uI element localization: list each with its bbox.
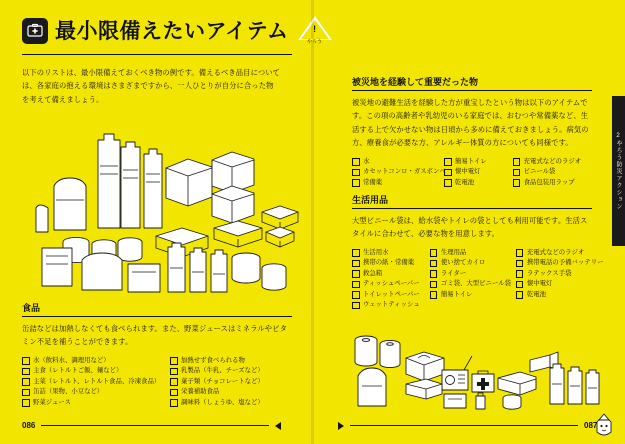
list-item-label: 生活用水 xyxy=(363,248,389,256)
important-items-column-3 xyxy=(513,158,592,187)
footer-arrow-icon xyxy=(338,422,344,430)
left-section-body: 缶詰などは加熱しなくても食べられます。また、野菜ジュースはミネラルやビタミン不足を補うことができます。 xyxy=(22,324,287,347)
checkbox[interactable] xyxy=(444,169,452,177)
left-section-food xyxy=(22,304,292,407)
checkbox[interactable] xyxy=(352,249,360,257)
list-item[interactable] xyxy=(513,179,592,187)
checkbox[interactable] xyxy=(170,389,178,397)
list-item[interactable] xyxy=(430,270,506,278)
checkbox[interactable] xyxy=(170,399,178,407)
checkbox[interactable] xyxy=(352,169,360,177)
header-divider xyxy=(22,54,292,55)
checkbox[interactable] xyxy=(170,368,178,376)
list-item-label: 栄養補助食品 xyxy=(181,388,220,396)
checkbox[interactable] xyxy=(352,158,360,166)
checkbox[interactable] xyxy=(516,249,524,257)
list-item-label: ティッシュペーパー xyxy=(363,280,420,288)
checkbox[interactable] xyxy=(516,260,524,268)
list-item-label: 簡易トイレ xyxy=(440,290,473,298)
food-checklist xyxy=(22,357,292,407)
checkbox[interactable] xyxy=(22,368,30,376)
list-item-label: ラテックス手袋 xyxy=(526,269,572,277)
left-section-underline xyxy=(22,316,292,317)
checkbox[interactable] xyxy=(430,291,438,299)
right-section2-underline xyxy=(352,208,592,209)
checkbox[interactable] xyxy=(352,291,360,299)
list-item-label: 携帯電話の予備バッテリー xyxy=(526,259,604,267)
daily-goods-column-1 xyxy=(352,249,420,310)
list-item[interactable] xyxy=(516,280,600,288)
page-header xyxy=(22,16,332,46)
right-footer xyxy=(338,421,597,430)
right-section1-underline xyxy=(352,90,592,91)
list-item[interactable] xyxy=(170,367,292,375)
checkbox[interactable] xyxy=(352,281,360,289)
checkbox[interactable] xyxy=(352,260,360,268)
list-item[interactable] xyxy=(430,249,506,257)
list-item[interactable] xyxy=(22,388,160,396)
checkbox[interactable] xyxy=(513,169,521,177)
right-section1-body: 被災地の避難生活を経験した方が重宝したという物は以下のアイテムです。この項の高齢者や乳幼児のいる家庭では、おむつや常備薬など、生活する上で欠かせない物は日頃から多めに備えておきましょう。病気の方、療養食が必要な方、アレルギー体質の方についても同様です。 xyxy=(352,98,589,148)
checkbox[interactable] xyxy=(444,158,452,166)
right-section1-title: 被災地を経験して重要だった物 xyxy=(352,77,479,87)
list-item[interactable] xyxy=(352,158,434,166)
list-item-label: 懐中電灯 xyxy=(455,168,481,176)
mark-caption: やろう xyxy=(307,39,323,45)
footer-rule xyxy=(41,425,269,426)
list-item-label: ウェットティッシュ xyxy=(363,301,420,309)
list-item-label: 乾電池 xyxy=(455,178,475,186)
list-item-label: 乾電池 xyxy=(526,290,546,298)
list-item[interactable] xyxy=(513,168,592,176)
checkbox[interactable] xyxy=(516,291,524,299)
list-item-label: 携帯の紙・常備薬 xyxy=(363,259,415,267)
footer-arrow-icon xyxy=(275,422,281,430)
list-item[interactable] xyxy=(352,301,420,309)
list-item-label: 菓子類（チョコレートなど） xyxy=(181,377,264,385)
footer-rule xyxy=(350,425,578,426)
important-items-column-1 xyxy=(352,157,446,187)
list-item[interactable] xyxy=(430,259,506,267)
left-footer xyxy=(22,421,281,430)
list-item-label: 主菜（レトルト、レトルト食品、冷凍食品） xyxy=(33,377,161,385)
important-items-checklist xyxy=(352,158,592,187)
checkbox[interactable] xyxy=(516,281,524,289)
left-intro-text: 以下のリストは、最小限備えておくべき物の例です。備えるべき品目については、各家庭の抱える環境はさまざまですから、一人ひとりが自分に合った物を考えて備えましょう。 xyxy=(22,68,281,104)
list-item[interactable] xyxy=(352,259,420,267)
right-page xyxy=(312,0,625,444)
right-section2-title: 生活用品 xyxy=(352,195,389,205)
list-item[interactable] xyxy=(444,158,503,166)
list-item-label: ビニール袋 xyxy=(523,168,556,176)
left-section-title: 食品 xyxy=(22,303,41,313)
page-number: 086 xyxy=(22,421,36,430)
list-item[interactable] xyxy=(444,179,503,187)
list-item-label: 生理用品 xyxy=(440,248,467,256)
list-item-label: 食品包装用ラップ xyxy=(523,178,575,186)
list-item[interactable] xyxy=(22,378,160,386)
list-item[interactable] xyxy=(352,280,420,288)
right-section2-body: 大型ビニール袋は、給水袋やトイレの袋としても利用可能です。生活スタイルに合わせて、必要な物を用意します。 xyxy=(352,216,588,239)
list-item-label: 主食（レトルトご飯、麺など） xyxy=(33,367,123,375)
side-tab: 2やろう防災アクション xyxy=(612,96,625,246)
emergency-kit-radio-battery-water-illustration xyxy=(344,318,602,413)
checkbox[interactable] xyxy=(444,179,452,187)
list-item-label: カセットコンロ・ガスボンベ xyxy=(363,168,446,176)
checkbox[interactable] xyxy=(352,302,360,310)
list-item[interactable] xyxy=(170,357,292,365)
list-item[interactable] xyxy=(516,249,600,257)
food-checklist-column-1 xyxy=(22,357,160,407)
food-checklist-column-2 xyxy=(170,357,292,407)
checkbox[interactable] xyxy=(22,399,30,407)
list-item[interactable] xyxy=(516,291,600,299)
list-item[interactable] xyxy=(444,168,503,176)
page-number: 087 xyxy=(584,421,598,430)
page-title: 最小限備えたいアイテム xyxy=(55,19,289,43)
list-item-label: 充電式などのラジオ xyxy=(523,157,582,165)
list-item[interactable] xyxy=(430,291,506,299)
list-item-label: 簡易トイレ xyxy=(455,157,487,165)
list-item[interactable] xyxy=(516,259,604,267)
list-item[interactable] xyxy=(352,179,434,187)
list-item[interactable] xyxy=(352,291,420,299)
list-item[interactable] xyxy=(516,270,600,278)
list-item-label: 缶詰（果物、小豆など） xyxy=(33,388,104,396)
checkbox[interactable] xyxy=(430,249,438,257)
warning-triangle-icon: ! やろう xyxy=(298,16,332,46)
checkbox[interactable] xyxy=(22,357,30,365)
checkbox[interactable] xyxy=(22,378,30,386)
checkbox[interactable] xyxy=(430,281,438,289)
important-items-column-2 xyxy=(444,158,503,187)
first-aid-box-icon xyxy=(22,18,48,44)
list-item[interactable] xyxy=(430,280,511,288)
checkbox[interactable] xyxy=(513,179,521,187)
checkbox[interactable] xyxy=(170,357,178,365)
list-item-label: 水 xyxy=(363,157,370,165)
checkbox[interactable] xyxy=(352,270,360,278)
list-item-label: トイレットペーパー xyxy=(363,290,420,298)
list-item-label: 充電式などのラジオ xyxy=(526,248,585,256)
list-item[interactable] xyxy=(22,367,160,375)
list-item-label: 調味料（しょうゆ、塩など） xyxy=(181,398,264,406)
list-item[interactable] xyxy=(170,399,292,407)
list-item[interactable] xyxy=(22,399,160,407)
checkbox[interactable] xyxy=(352,179,360,187)
list-item-label: ライター xyxy=(440,269,467,277)
list-item-label: 野菜ジュース xyxy=(33,398,71,406)
list-item-label: 使い捨てカイロ xyxy=(440,259,486,267)
list-item[interactable] xyxy=(352,249,420,257)
daily-goods-column-2 xyxy=(430,248,511,310)
list-item-label: 水（飲料水、調理用など） xyxy=(33,356,110,364)
list-item-label: 懐中電灯 xyxy=(526,280,553,288)
list-item-label: 乳製品（牛乳、チーズなど） xyxy=(181,367,264,375)
stacked-food-and-water-supplies-illustration xyxy=(16,108,301,303)
daily-goods-column-3 xyxy=(516,248,604,310)
right-section-daily-goods xyxy=(352,195,604,309)
list-item[interactable] xyxy=(170,388,292,396)
checkbox[interactable] xyxy=(170,378,178,386)
mascot-icon xyxy=(593,412,615,438)
list-item[interactable] xyxy=(513,158,592,166)
list-item[interactable] xyxy=(352,168,446,176)
list-item-label: 常備薬 xyxy=(363,178,383,186)
checkbox[interactable] xyxy=(513,158,521,166)
checkbox[interactable] xyxy=(430,260,438,268)
list-item[interactable] xyxy=(22,357,160,365)
right-section-experienced xyxy=(352,78,592,187)
checkbox[interactable] xyxy=(22,389,30,397)
checkbox[interactable] xyxy=(516,270,524,278)
list-item-label: 加熱せず食べられる物 xyxy=(181,356,245,364)
checkbox[interactable] xyxy=(430,270,438,278)
list-item-label: 救急箱 xyxy=(363,269,383,277)
list-item[interactable] xyxy=(352,270,420,278)
list-item[interactable] xyxy=(170,378,292,386)
daily-goods-checklist xyxy=(352,248,604,310)
list-item-label: ゴミ袋、大型ビニール袋 xyxy=(440,280,511,288)
